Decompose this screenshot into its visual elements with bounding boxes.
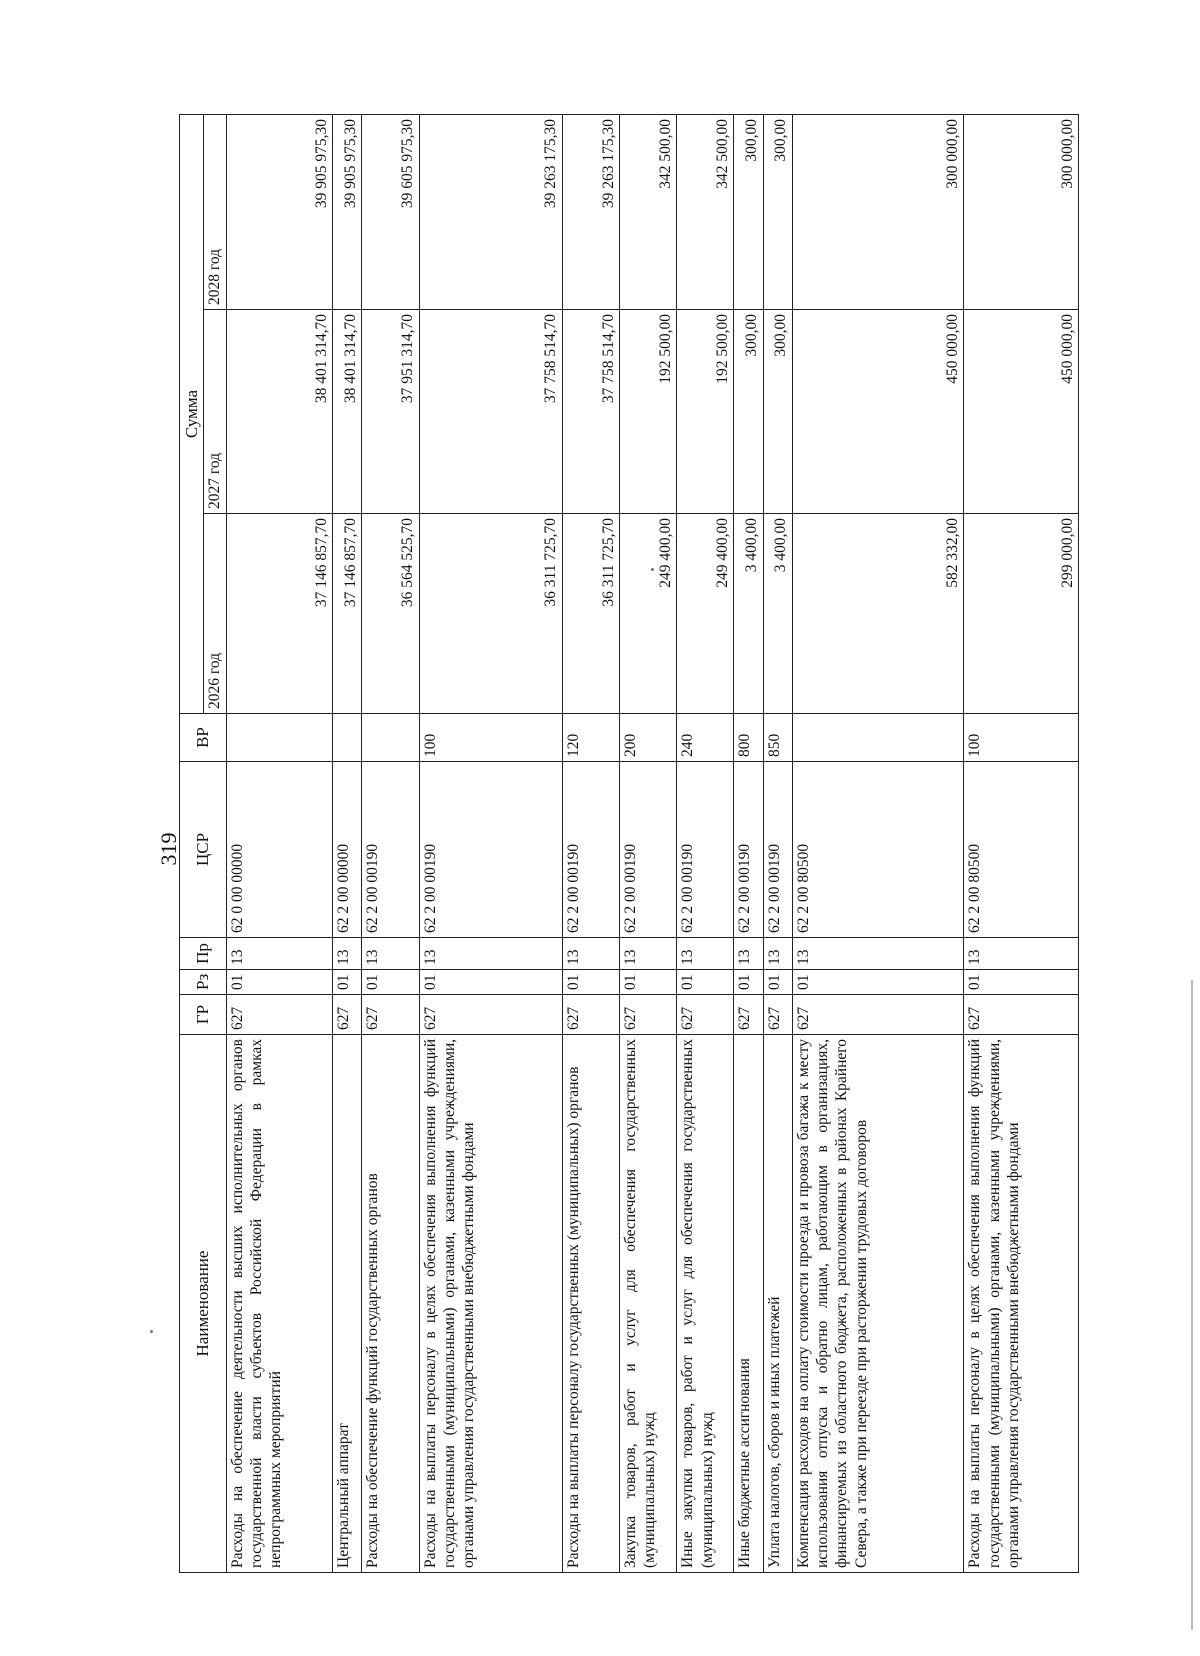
row-pr: 13 (964, 938, 1079, 970)
row-rz: 01 (333, 970, 362, 995)
row-vr (333, 714, 362, 762)
table-row (562, 115, 619, 1573)
scan-speck (150, 1330, 153, 1333)
row-rz: 01 (620, 970, 677, 995)
row-gr: 627 (964, 995, 1079, 1035)
row-amount-2026: 36 564 525,70 (362, 514, 419, 714)
row-gr: 627 (620, 995, 677, 1035)
table-row (333, 115, 362, 1573)
row-csr: 62 2 00 00190 (763, 762, 792, 938)
table-row (734, 115, 763, 1573)
row-name: Центральный аппарат (333, 1035, 362, 1573)
row-gr: 627 (362, 995, 419, 1035)
row-amount-2028: 342 500,00 (620, 115, 677, 310)
row-amount-2028: 39 905 975,30 (226, 115, 333, 310)
row-vr: 100 (964, 714, 1079, 762)
row-amount-2026: 299 000,00 (964, 514, 1079, 714)
row-vr: 850 (763, 714, 792, 762)
row-vr: 120 (562, 714, 619, 762)
row-amount-2026: 582 332,00 (792, 514, 964, 714)
row-name: Расходы на обеспечение деятельности высших исполнительных органов государственной власти субъектов Российской Федерации в рамках непрограммных мероприятий (226, 1035, 333, 1573)
row-amount-2028: 300 000,00 (792, 115, 964, 310)
row-gr: 627 (333, 995, 362, 1035)
row-pr: 13 (333, 938, 362, 970)
rotated-table-wrapper (179, 115, 1079, 1573)
row-amount-2027: 38 401 314,70 (333, 310, 362, 514)
header-gr: ГР (180, 995, 227, 1035)
table-row (620, 115, 677, 1573)
row-rz: 01 (677, 970, 734, 995)
row-amount-2027: 192 500,00 (620, 310, 677, 514)
row-csr: 62 2 00 00190 (362, 762, 419, 938)
row-vr (362, 714, 419, 762)
row-vr: 100 (419, 714, 562, 762)
row-pr: 13 (419, 938, 562, 970)
row-csr: 62 2 00 00190 (562, 762, 619, 938)
row-amount-2028: 39 905 975,30 (333, 115, 362, 310)
row-name: Закупка товаров, работ и услуг для обеспечения государственных (муниципальных) нужд (620, 1035, 677, 1573)
row-csr: 62 2 00 80500 (792, 762, 964, 938)
scan-edge-mark (1191, 980, 1193, 1630)
row-rz: 01 (226, 970, 333, 995)
header-pr: Пр (180, 938, 227, 970)
row-amount-2026: 36 311 725,70 (562, 514, 619, 714)
row-pr: 13 (792, 938, 964, 970)
row-amount-2026: 249 400,00 (677, 514, 734, 714)
row-amount-2027: 300,00 (763, 310, 792, 514)
row-amount-2028: 39 263 175,30 (419, 115, 562, 310)
header-2026: 2026 год (204, 514, 226, 714)
page-number: 319 (156, 832, 181, 866)
row-amount-2027: 192 500,00 (677, 310, 734, 514)
row-name: Расходы на обеспечение функций государственных органов (362, 1035, 419, 1573)
row-rz: 01 (562, 970, 619, 995)
row-pr: 13 (620, 938, 677, 970)
row-name: Расходы на выплаты персоналу в целях обеспечения выполнения функций государственными (муниципальными) органами, казенными учреждениями, органами управления государственными внебюджетными фондами (964, 1035, 1079, 1573)
row-amount-2026: 3 400,00 (763, 514, 792, 714)
header-sum: Сумма (180, 115, 204, 714)
row-pr: 13 (562, 938, 619, 970)
table-row (362, 115, 419, 1573)
row-gr: 627 (792, 995, 964, 1035)
header-rz: Рз (180, 970, 227, 995)
row-amount-2026: 37 146 857,70 (333, 514, 362, 714)
row-amount-2027: 37 951 314,70 (362, 310, 419, 514)
row-gr: 627 (562, 995, 619, 1035)
row-amount-2027: 37 758 514,70 (562, 310, 619, 514)
row-gr: 627 (734, 995, 763, 1035)
row-vr: 800 (734, 714, 763, 762)
row-csr: 62 2 00 00190 (677, 762, 734, 938)
row-amount-2026: 37 146 857,70 (226, 514, 333, 714)
row-rz: 01 (792, 970, 964, 995)
row-pr: 13 (226, 938, 333, 970)
row-amount-2027: 37 758 514,70 (419, 310, 562, 514)
row-amount-2027: 300,00 (734, 310, 763, 514)
row-name: Уплата налогов, сборов и иных платежей (763, 1035, 792, 1573)
row-rz: 01 (419, 970, 562, 995)
row-vr (792, 714, 964, 762)
header-2028: 2028 год (204, 115, 226, 310)
row-csr: 62 2 00 80500 (964, 762, 1079, 938)
header-name: Наименование (180, 1035, 227, 1573)
budget-table (179, 114, 1079, 1573)
row-vr: 200 (620, 714, 677, 762)
row-amount-2026: 249 400,00 (620, 514, 677, 714)
row-amount-2027: 450 000,00 (964, 310, 1079, 514)
row-amount-2026: 36 311 725,70 (419, 514, 562, 714)
row-name: Иные бюджетные ассигнования (734, 1035, 763, 1573)
row-csr: 62 2 00 00190 (419, 762, 562, 938)
row-gr: 627 (763, 995, 792, 1035)
row-amount-2028: 300,00 (763, 115, 792, 310)
row-pr: 13 (763, 938, 792, 970)
table-row (677, 115, 734, 1573)
row-amount-2028: 300 000,00 (964, 115, 1079, 310)
row-rz: 01 (734, 970, 763, 995)
row-csr: 62 2 00 00000 (333, 762, 362, 938)
row-csr: 62 2 00 00190 (620, 762, 677, 938)
header-2027: 2027 год (204, 310, 226, 514)
table-row (226, 115, 333, 1573)
row-rz: 01 (362, 970, 419, 995)
row-amount-2027: 38 401 314,70 (226, 310, 333, 514)
row-vr: 240 (677, 714, 734, 762)
row-amount-2028: 342 500,00 (677, 115, 734, 310)
header-vr: ВР (180, 714, 227, 762)
row-name: Компенсация расходов на оплату стоимости проезда и провоза багажа к месту использования отпуска и обратно лицам, работающим в организациях, финансируемых из областного бюджета, расположенных в районах Крайнего Севера, а также при переезде при расторжении трудовых договоров (792, 1035, 964, 1573)
row-gr: 627 (419, 995, 562, 1035)
row-csr: 62 2 00 00190 (734, 762, 763, 938)
table-row (419, 115, 562, 1573)
row-amount-2028: 39 605 975,30 (362, 115, 419, 310)
row-name: Расходы на выплаты персоналу государственных (муниципальных) органов (562, 1035, 619, 1573)
table-row (763, 115, 792, 1573)
row-amount-2028: 300,00 (734, 115, 763, 310)
row-vr (226, 714, 333, 762)
row-amount-2026: 3 400,00 (734, 514, 763, 714)
row-pr: 13 (734, 938, 763, 970)
row-pr: 13 (677, 938, 734, 970)
row-rz: 01 (763, 970, 792, 995)
row-gr: 627 (226, 995, 333, 1035)
header-csr: ЦСР (180, 762, 227, 938)
row-amount-2028: 39 263 175,30 (562, 115, 619, 310)
row-amount-2027: 450 000,00 (792, 310, 964, 514)
row-rz: 01 (964, 970, 1079, 995)
table-row (964, 115, 1079, 1573)
scan-speck (651, 568, 654, 571)
row-name: Иные закупки товаров, работ и услуг для обеспечения государственных (муниципальных) нужд (677, 1035, 734, 1573)
row-csr: 62 0 00 00000 (226, 762, 333, 938)
row-name: Расходы на выплаты персоналу в целях обеспечения выполнения функций государственными (муниципальными) органами, казенными учреждениями, органами управления государственными внебюджетными фондами (419, 1035, 562, 1573)
row-gr: 627 (677, 995, 734, 1035)
table-row (792, 115, 964, 1573)
row-pr: 13 (362, 938, 419, 970)
